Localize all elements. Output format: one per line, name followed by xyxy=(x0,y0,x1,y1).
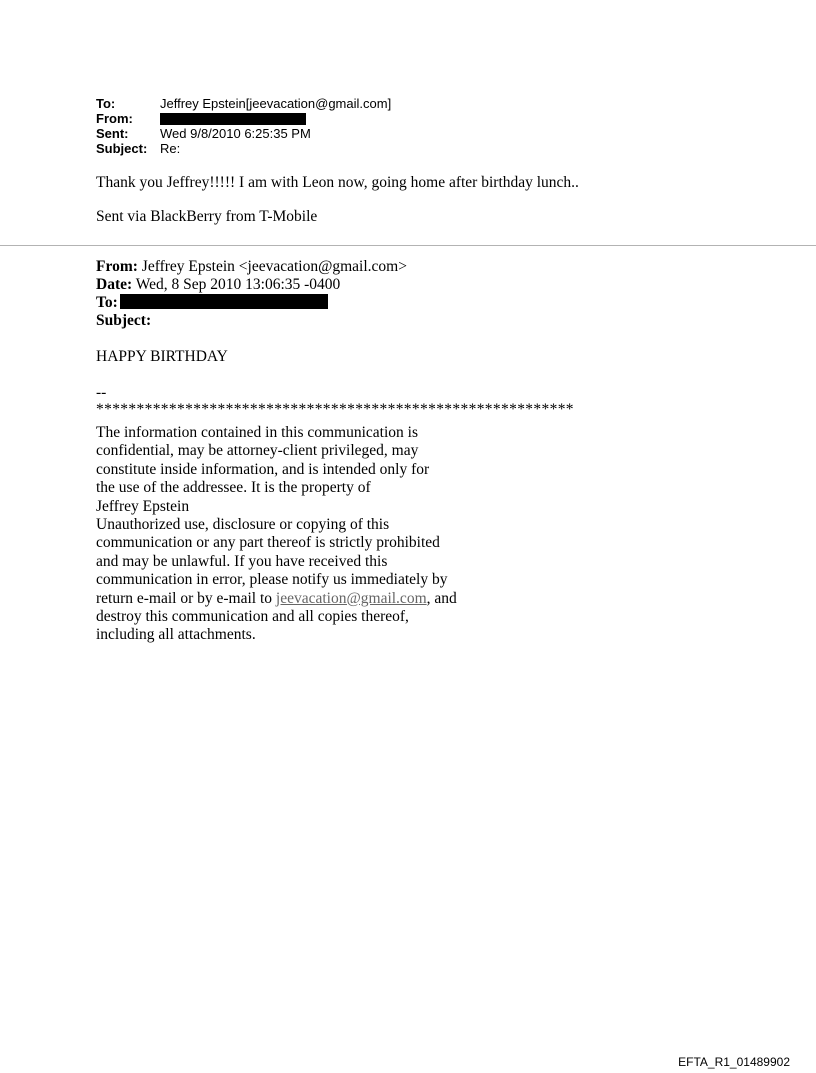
header-from-row xyxy=(96,111,391,126)
disclaimer-line: Unauthorized use, disclosure or copying of this xyxy=(96,516,390,534)
document-id: EFTA_R1_01489902 xyxy=(678,1055,790,1069)
header-subject-row xyxy=(96,141,391,156)
quoted-to-row xyxy=(96,294,407,312)
email-link[interactable]: jeevacation@gmail.com xyxy=(275,589,427,607)
header-sent-row xyxy=(96,126,391,141)
header-to-row xyxy=(96,96,391,111)
quoted-header xyxy=(96,258,407,330)
quoted-to-label: To: xyxy=(96,294,118,311)
disclaimer-line: communication in error, please notify us immediately by xyxy=(96,571,448,589)
redaction-box xyxy=(160,113,306,125)
disclaimer-line: the use of the addressee. It is the property of xyxy=(96,479,371,497)
to-value: Jeffrey Epstein[jeevacation@gmail.com] xyxy=(160,96,392,111)
sent-label: Sent: xyxy=(96,126,129,141)
from-label: From: xyxy=(96,111,133,126)
signature-dashes: -- xyxy=(96,384,107,401)
email-header xyxy=(96,96,391,156)
disclaimer-line: The information contained in this communication is xyxy=(96,424,418,441)
quoted-date-value: Wed, 8 Sep 2010 13:06:35 -0400 xyxy=(135,276,341,293)
disclaimer xyxy=(96,424,457,645)
quoted-subject-label: Subject: xyxy=(96,312,152,329)
disclaimer-line: destroy this communication and all copies thereof, xyxy=(96,608,409,626)
quoted-from-value: Jeffrey Epstein <jeevacation@gmail.com> xyxy=(141,258,407,275)
quoted-subject-row xyxy=(96,312,407,330)
subject-value: Re: xyxy=(160,141,181,156)
reply-body: Thank you Jeffrey!!!!! I am with Leon now, going home after birthday lunch.. xyxy=(96,174,579,191)
reply-signature: Sent via BlackBerry from T-Mobile xyxy=(96,208,318,225)
disclaimer-line: including all attachments. xyxy=(96,626,256,644)
sent-value: Wed 9/8/2010 6:25:35 PM xyxy=(160,126,311,141)
disclaimer-line: constitute inside information, and is intended only for xyxy=(96,460,430,478)
quoted-body: HAPPY BIRTHDAY xyxy=(96,348,228,365)
disclaimer-line: and may be unlawful. If you have received this xyxy=(96,552,388,570)
disclaimer-line: Jeffrey Epstein xyxy=(96,497,190,515)
divider xyxy=(0,245,816,246)
disclaimer-line xyxy=(96,590,457,608)
disclaimer-text: , and xyxy=(426,589,457,607)
quoted-date-label: Date: xyxy=(96,276,133,293)
redaction-box xyxy=(120,294,328,309)
subject-label: Subject: xyxy=(96,141,148,156)
disclaimer-line: communication or any part thereof is strictly prohibited xyxy=(96,534,440,552)
quoted-from-label: From: xyxy=(96,258,138,275)
signature-stars: *********************************************************** xyxy=(96,401,574,418)
disclaimer-text: return e-mail or by e-mail to xyxy=(96,589,276,607)
disclaimer-line: confidential, may be attorney-client privileged, may xyxy=(96,442,419,460)
quoted-from-row xyxy=(96,258,407,276)
quoted-date-row xyxy=(96,276,407,294)
to-label: To: xyxy=(96,96,116,111)
